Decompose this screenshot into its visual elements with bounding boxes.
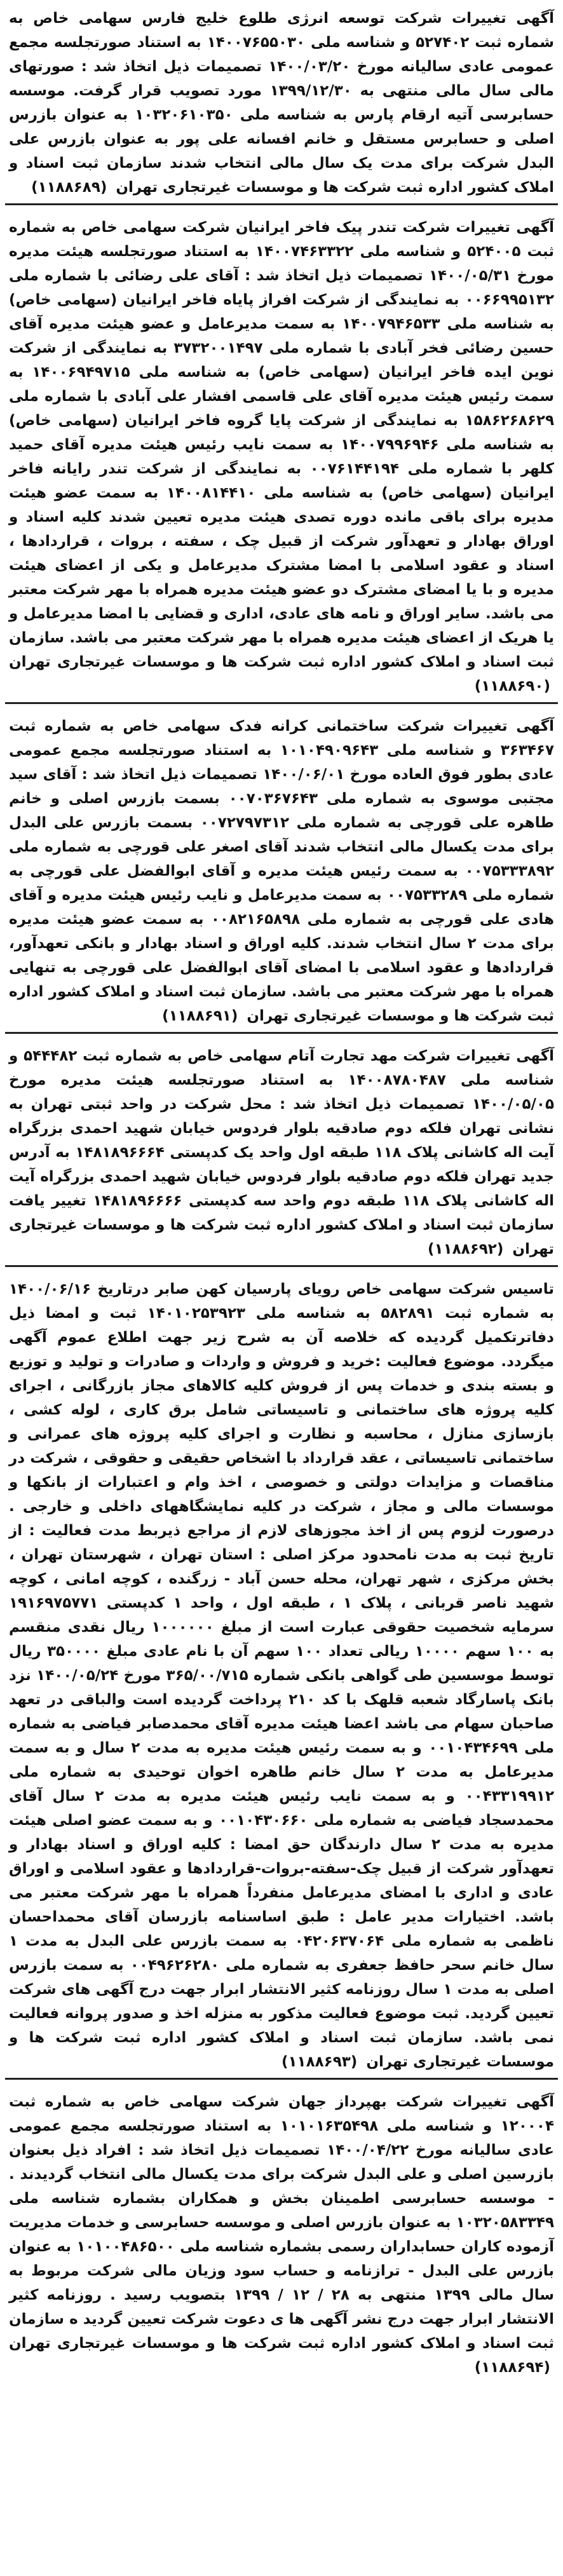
notice-tondar-peyk-fakher: [5, 214, 558, 704]
notice-reference-number: (۱۱۸۸۶۹۱): [162, 1008, 238, 1024]
notice-body: آگهی تغییرات شرکت توسعه انرژی طلوع خلیج فارس سهامی خاص به شماره ثبت ۵۲۷۴۰۲ و شناسه ملی ۱۴۰۰۷۶۵۵۰۳۰ به استناد صورتجلسه مجمع عمومی عادی سالیانه مورخ ۱۴۰۰/۰۳/۲۰ تصمیمات ذیل اتخاذ شد : صورتهای مالی سال مالی منتهی به ۱۳۹۹/۱۲/۳۰ مورد تصویب قرار گرفت. موسسه حسابرسی آتیه ارقام پارس به شناسه ملی ۱۰۳۲۰۶۱۰۳۵۰ به عنوان بازرس اصلی و حسابرس مستقل و خانم افسانه علی پور به عنوان بازرس علی البدل شرکت برای مدت یک سال مالی انتخاب شدند سازمان ثبت اسناد و املاک کشور اداره ثبت شرکت ها و موسسات غیرتجاری تهران: [9, 10, 555, 196]
notice-tolou-khalij-fars: [5, 5, 558, 205]
notice-body: تاسیس شرکت سهامی خاص رویای پارسیان کهن صابر درتاریخ ۱۴۰۰/۰۶/۱۶ به شماره ثبت ۵۸۲۸۹۱ به شناسه ملی ۱۴۰۱۰۲۵۳۹۲۳ ثبت و امضا ذیل دفاترتکمیل گردیده که خلاصه آن به شرح زیر جهت اطلاع عموم آگهی میگردد. موضوع فعالیت :خرید و فروش و واردات و صادرات و تولید و توزیع و بسته بندی و خدمات پس از فروش کلیه کالاهای مجاز بازرگانی ، اجرای کلیه پروژه های ساختمانی و تاسیساتی شامل برق کاری ، لوله کشی ، بازسازی منازل ، محاسبه و نظارت و اجرای کلیه پروژه های عمرانی و ساختمانی تاسیساتی ، عقد قرارداد با اشخاص حقیقی و حقوقی ، شرکت در مناقصات و مزایدات دولتی و خصوصی ، اخذ وام و اعتبارات از بانکها و موسسات مالی و مجاز ، شرکت در کلیه نمایشگاههای داخلی و خارجی . درصورت لزوم پس از اخذ مجوزهای لازم از مراجع ذیربط مدت فعالیت : از تاریخ ثبت به مدت نامحدود مرکز اصلی : استان تهران ، شهرستان تهران ، بخش مرکزی ، شهر تهران، محله حسن آباد - زرگنده ، کوچه امانی ، کوچه شهید ناصر قربانی ، پلاک ۱ ، طبقه اول ، واحد ۱ کدپستی ۱۹۱۶۹۷۵۷۷۱ سرمایه شخصیت حقوقی عبارت است از مبلغ ۱۰۰۰۰۰۰ ریال نقدی منقسم به ۱۰۰ سهم ۱۰۰۰۰ ریالی تعداد ۱۰۰ سهم آن با نام عادی مبلغ ۳۵۰۰۰۰ ریال توسط موسسین طی گواهی بانکی شماره ۳۶۵/۰۰/۷۱۵ مورخ ۱۴۰۰/۰۵/۲۴ نزد بانک پاسارگاد شعبه قلهک با کد ۲۱۰ پرداخت گردیده است والباقی در تعهد صاحبان سهام می باشد اعضا هیئت مدیره آقای محمدصابر فیاضی به شماره ملی ۰۰۱۰۴۳۴۶۹۹ و به سمت رئیس هیئت مدیره به مدت ۲ سال و به سمت مدیرعامل به مدت ۲ سال خانم طاهره اخوان توحیدی به شماره ملی ۰۰۴۳۳۱۹۹۱۲ و به سمت نایب رئیس هیئت مدیره به مدت ۲ سال آقای محمدسجاد فیاضی به شماره ملی ۰۰۱۰۴۳۰۶۶۰ و به سمت عضو اصلی هیئت مدیره به مدت ۲ سال دارندگان حق امضا : کلیه اوراق و اسناد بهادار و تعهدآور شرکت از قبیل چک-سفته-بروات-قراردادها و عقود اسلامی و اوراق عادی و اداری با امضای مدیرعامل منفرداً همراه با مهر شرکت معتبر می باشد. اختیارات مدیر عامل : طبق اساسنامه بازرسان آقای محمداحسان ناظمی به شماره ملی ۰۴۲۰۶۳۷۰۶۴ به سمت بازرس علی البدل به مدت ۱ سال خانم سحر حافظ جعفری به شماره ملی ۰۰۴۹۶۲۶۲۸۰ به سمت بازرس اصلی به مدت ۱ سال روزنامه کثیر الانتشار ابرار جهت درج آگهی های شرکت تعیین گردید. ثبت موضوع فعالیت مذکور به منزله اخذ و صدور پروانه فعالیت نمی باشد. سازمان ثبت اسناد و املاک کشور اداره ثبت شرکت ها و موسسات غیرتجاری تهران: [9, 1281, 555, 2070]
notice-karaneh-fadak: [5, 713, 558, 1034]
notice-reference-number: (۱۱۸۸۶۹۲): [428, 1241, 504, 1257]
notice-behpardaz-jahan: [5, 2089, 558, 2383]
notice-royaye-parsian-kohan-saber: [5, 1276, 558, 2080]
notice-reference-number: (۱۱۸۸۶۹۳): [282, 2054, 358, 2070]
notice-reference-number: (۱۱۸۸۶۸۹): [31, 179, 107, 196]
notice-body: آگهی تغییرات شرکت تندر پیک فاخر ایرانیان شرکت سهامی خاص به شماره ثبت ۵۲۴۰۰۵ و شناسه ملی ۱۴۰۰۷۴۶۳۳۲۲ به استناد صورتجلسه هیئت مدیره مورخ ۱۴۰۰/۰۵/۳۱ تصمیمات ذیل اتخاذ شد : آقای علی رضائی با شماره ملی ۰۰۶۶۹۹۵۱۳۲ به نمایندگی از شرکت افراز پایاه فاخر ایرانیان (سهامی خاص) به شناسه ملی ۱۴۰۰۷۹۴۶۵۳۳ به سمت مدیرعامل و عضو هیئت مدیره آقای حسین رضائی فخر آبادی با شماره ملی ۳۷۳۲۰۰۱۴۹۷ به نمایندگی از شرکت نوین ایده فاخر ایرانیان (سهامی خاص) به شناسه ملی ۱۴۰۰۶۹۴۹۷۱۵ به سمت رئیس هیئت مدیره آقای علی قاسمی افشار علی آبادی با شماره ملی ۱۵۸۶۲۶۸۶۲۹ به نمایندگی از شرکت پایا گروه فاخر ایرانیان (سهامی خاص) به شناسه ملی ۱۴۰۰۷۹۹۶۹۴۶ به سمت نایب رئیس هیئت مدیره آقای حمید کلهر با شماره ملی ۰۰۷۶۱۴۴۱۹۴ به نمایندگی از شرکت تندر رایانه فاخر ایرانیان (سهامی خاص) به شناسه ملی ۱۴۰۰۸۱۴۴۱۰ به سمت عضو هیئت مدیره برای باقی مانده دوره تصدی هیئت مدیره تعیین شدند کلیه اسناد و اوراق بهادار و تعهدآور شرکت از قبیل چک ، سفته ، بروات ، قراردادها ، اسناد و عقود اسلامی با امضا مشترک مدیرعامل و یکی از اعضای هیئت مدیره و با یا امضای مشترک دو عضو هیئت مدیره همراه با مهر شرکت معتبر می باشد. سایر اوراق و نامه های عادی، اداری و قضایی با امضا مدیرعامل و یا هریک از اعضای هیئت مدیره همراه با مهر شرکت معتبر می باشد. سازمان ثبت اسناد و املاک کشور اداره ثبت شرکت ها و موسسات غیرتجاری تهران: [9, 219, 555, 670]
notice-body: آگهی تغییرات شرکت ساختمانی کرانه فدک سهامی خاص به شماره ثبت ۳۶۳۴۶۷ و شناسه ملی ۱۰۱۰۴۹۰۹۶۴۳ به استناد صورتجلسه مجمع عمومی عادی بطور فوق العاده مورخ ۱۴۰۰/۰۶/۰۱ تصمیمات ذیل اتخاذ شد : آقای سید مجتبی موسوی به شماره ملی ۰۰۷۰۳۶۷۶۴۳ بسمت بازرس اصلی و خانم طاهره علی قورچی به شماره ملی ۰۰۷۲۷۹۷۳۱۲ بسمت بازرس علی البدل برای مدت یکسال مالی انتخاب شدند آقای اصغر علی قورچی به شماره ملی ۰۰۷۵۳۳۳۸۹۲ به سمت رئیس هیئت مدیره و آقای ابوالفضل علی قورچی به شماره ملی ۰۰۷۵۳۳۲۸۹ به سمت مدیرعامل و نایب رئیس هیئت مدیره و آقای هادی علی قورچی به شماره ملی ۰۰۸۲۱۶۵۸۹۸ به سمت عضو هیئت مدیره برای مدت ۲ سال انتخاب شدند. کلیه اوراق و اسناد بهادار و بانکی تعهدآور، قراردادها و عقود اسلامی با امضای آقای ابوالفضل علی قورچی به تنهایی همراه با مهر شرکت معتبر می باشد. سازمان ثبت اسناد و املاک کشور اداره ثبت شرکت ها و موسسات غیرتجاری تهران: [9, 718, 555, 1024]
notice-reference-number: (۱۱۸۸۶۹۴): [474, 2359, 550, 2376]
notice-mahd-tejarat-atam: [5, 1043, 558, 1267]
notice-reference-number: (۱۱۸۸۶۹۰): [474, 678, 550, 695]
newspaper-notices-column: [5, 5, 558, 2566]
notice-body: آگهی تغییرات شرکت مهد تجارت آتام سهامی خاص به شماره ثبت ۵۴۴۴۸۲ و شناسه ملی ۱۴۰۰۸۷۸۰۴۸۷ به استناد صورتجلسه هیئت مدیره مورخ ۱۴۰۰/۰۵/۰۵ تصمیمات ذیل اتخاذ شد : محل شرکت در واحد ثبتی تهران به نشانی تهران فلکه دوم صادقیه بلوار فردوس خیابان شهید احمدی بزرگراه آیت اله کاشانی پلاک ۱۱۸ طبقه اول واحد یک کدپستی ۱۴۸۱۸۹۶۶۶۴ به آدرس جدید تهران فلکه دوم صادقیه بلوار فردوس خیابان شهید احمدی بزرگراه آیت اله کاشانی پلاک ۱۱۸ طبقه دوم واحد سه کدپستی ۱۴۸۱۸۹۶۶۶۶ تغییر یافت سازمان ثبت اسناد و املاک کشور اداره ثبت شرکت ها و موسسات غیرتجاری تهران: [9, 1048, 555, 1257]
notice-body: آگهی تغییرات شرکت بهپرداز جهان شرکت سهامی خاص به شماره ثبت ۱۲۰۰۰۴ و شناسه ملی ۱۰۱۰۱۶۳۵۴۹۸ به استناد صورتجلسه مجمع عمومی عادی سالیانه مورخ ۱۴۰۰/۰۴/۲۲ تصمیمات ذیل اتخاذ شد : افراد ذیل بعنوان بازرسین اصلی و علی البدل شرکت برای مدت یکسال مالی انتخاب گردیدند . - موسسه حسابرسی اطمینان بخش و همکاران بشماره شناسه ملی ۱۰۳۲۰۵۸۳۳۴۹ به عنوان بازرس اصلی و موسسه حسابرسی و خدمات مدیریت آزموده کاران حسابداران رسمی بشماره شناسه ملی ۱۰۱۰۰۴۸۶۵۰۰ به عنوان بازرس علی البدل - ترازنامه و حساب سود وزیان مالی شرکت مربوط به سال مالی ۱۳۹۹ منتهی به ۲۸ / ۱۲ / ۱۳۹۹ بتصویب رسید . روزنامه کثیر الانتشار ابرار جهت درج نشر آگهی ها ی دعوت شرکت تعیین گردید ه سازمان ثبت اسناد و املاک کشور اداره ثبت شرکت ها و موسسات غیرتجاری تهران: [9, 2094, 555, 2352]
